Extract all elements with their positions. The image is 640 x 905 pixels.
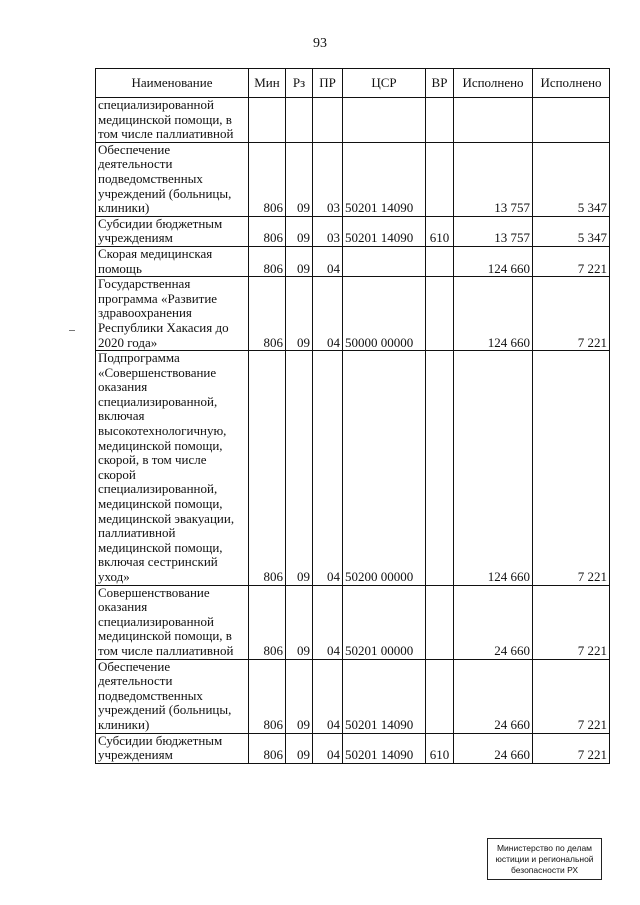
page-number: 93 bbox=[313, 36, 327, 51]
row-rz: 09 bbox=[286, 277, 313, 351]
row-vr: 610 bbox=[426, 216, 454, 246]
row-csr: 50201 00000 bbox=[343, 585, 426, 659]
stamp-line-3: безопасности РХ bbox=[510, 864, 579, 875]
row-name: специализированной медицинской помощи, в том числе паллиативной bbox=[96, 98, 249, 143]
table-row bbox=[96, 246, 610, 276]
row-name: Обеспечение деятельности подведомственных учреждений (больницы, клиники) bbox=[96, 142, 249, 216]
table-row bbox=[96, 351, 610, 586]
row-vr bbox=[426, 659, 454, 733]
row-vr bbox=[426, 585, 454, 659]
table-row bbox=[96, 98, 610, 143]
row-vr bbox=[426, 277, 454, 351]
ministry-stamp bbox=[487, 838, 602, 880]
row-pr: 04 bbox=[313, 733, 343, 763]
row-pr: 04 bbox=[313, 659, 343, 733]
row-rz bbox=[286, 98, 313, 143]
row-name: Обеспечение деятельности подведомственных учреждений (больницы, клиники) bbox=[96, 659, 249, 733]
row-pr bbox=[313, 98, 343, 143]
column-header-executed-1: Исполнено bbox=[454, 69, 533, 98]
row-csr: 50201 14090 bbox=[343, 659, 426, 733]
row-vr bbox=[426, 246, 454, 276]
row-executed-2: 7 221 bbox=[533, 277, 610, 351]
row-csr bbox=[343, 98, 426, 143]
row-rz: 09 bbox=[286, 659, 313, 733]
row-executed-2: 7 221 bbox=[533, 351, 610, 586]
row-executed-1: 24 660 bbox=[454, 585, 533, 659]
row-executed-1: 24 660 bbox=[454, 659, 533, 733]
row-csr: 50201 14090 bbox=[343, 733, 426, 763]
column-header-min: Мин bbox=[249, 69, 286, 98]
row-executed-2: 5 347 bbox=[533, 142, 610, 216]
row-vr bbox=[426, 351, 454, 586]
stamp-line-2: юстиции и региональной bbox=[495, 853, 594, 864]
row-executed-1: 24 660 bbox=[454, 733, 533, 763]
row-pr: 04 bbox=[313, 585, 343, 659]
row-min: 806 bbox=[249, 216, 286, 246]
stamp-line-1: Министерство по делам bbox=[496, 842, 593, 853]
table-row bbox=[96, 659, 610, 733]
row-name: Подпрограмма «Совершенствование оказания специализированной, включая высокотехнологичную, медицинской помощи, скорой, в том числе скорой специализированной, медицинской помощи, медицинской эвакуации, паллиативной медицинской помощи, включая сестринский уход» bbox=[96, 351, 249, 586]
table-row bbox=[96, 585, 610, 659]
row-rz: 09 bbox=[286, 351, 313, 586]
row-executed-2: 7 221 bbox=[533, 246, 610, 276]
row-rz: 09 bbox=[286, 733, 313, 763]
row-csr: 50201 14090 bbox=[343, 142, 426, 216]
column-header-vr: ВР bbox=[426, 69, 454, 98]
row-executed-2: 7 221 bbox=[533, 733, 610, 763]
table-row bbox=[96, 733, 610, 763]
row-csr bbox=[343, 246, 426, 276]
row-csr: 50000 00000 bbox=[343, 277, 426, 351]
row-executed-1: 124 660 bbox=[454, 246, 533, 276]
table-row bbox=[96, 277, 610, 351]
row-executed-2: 5 347 bbox=[533, 216, 610, 246]
row-pr: 04 bbox=[313, 246, 343, 276]
row-min: 806 bbox=[249, 246, 286, 276]
row-csr: 50200 00000 bbox=[343, 351, 426, 586]
column-header-name: Наименование bbox=[96, 69, 249, 98]
table-row bbox=[96, 216, 610, 246]
row-rz: 09 bbox=[286, 142, 313, 216]
row-name: Субсидии бюджетным учреждениям bbox=[96, 216, 249, 246]
row-name: Государственная программа «Развитие здравоохранения Республики Хакасия до 2020 года» bbox=[96, 277, 249, 351]
row-min: 806 bbox=[249, 659, 286, 733]
row-min: 806 bbox=[249, 277, 286, 351]
row-vr bbox=[426, 142, 454, 216]
row-rz: 09 bbox=[286, 216, 313, 246]
row-rz: 09 bbox=[286, 585, 313, 659]
row-vr: 610 bbox=[426, 733, 454, 763]
column-header-pr: ПР bbox=[313, 69, 343, 98]
row-rz: 09 bbox=[286, 246, 313, 276]
column-header-csr: ЦСР bbox=[343, 69, 426, 98]
row-pr: 03 bbox=[313, 216, 343, 246]
row-min: 806 bbox=[249, 733, 286, 763]
row-csr: 50201 14090 bbox=[343, 216, 426, 246]
row-name: Субсидии бюджетным учреждениям bbox=[96, 733, 249, 763]
row-min: 806 bbox=[249, 351, 286, 586]
column-header-executed-2: Исполнено bbox=[533, 69, 610, 98]
margin-mark bbox=[69, 330, 75, 331]
budget-execution-table bbox=[95, 68, 610, 764]
row-executed-2: 7 221 bbox=[533, 585, 610, 659]
row-min: 806 bbox=[249, 585, 286, 659]
row-name: Скорая медицинская помощь bbox=[96, 246, 249, 276]
row-min bbox=[249, 98, 286, 143]
row-min: 806 bbox=[249, 142, 286, 216]
row-name: Совершенствование оказания специализированной медицинской помощи, в том числе паллиативной bbox=[96, 585, 249, 659]
row-pr: 03 bbox=[313, 142, 343, 216]
row-pr: 04 bbox=[313, 351, 343, 586]
row-executed-1: 13 757 bbox=[454, 142, 533, 216]
table-header-row bbox=[96, 69, 610, 98]
row-pr: 04 bbox=[313, 277, 343, 351]
row-vr bbox=[426, 98, 454, 143]
table-row bbox=[96, 142, 610, 216]
row-executed-1: 124 660 bbox=[454, 277, 533, 351]
row-executed-1 bbox=[454, 98, 533, 143]
row-executed-1: 124 660 bbox=[454, 351, 533, 586]
row-executed-2: 7 221 bbox=[533, 659, 610, 733]
column-header-rz: Рз bbox=[286, 69, 313, 98]
row-executed-2 bbox=[533, 98, 610, 143]
row-executed-1: 13 757 bbox=[454, 216, 533, 246]
